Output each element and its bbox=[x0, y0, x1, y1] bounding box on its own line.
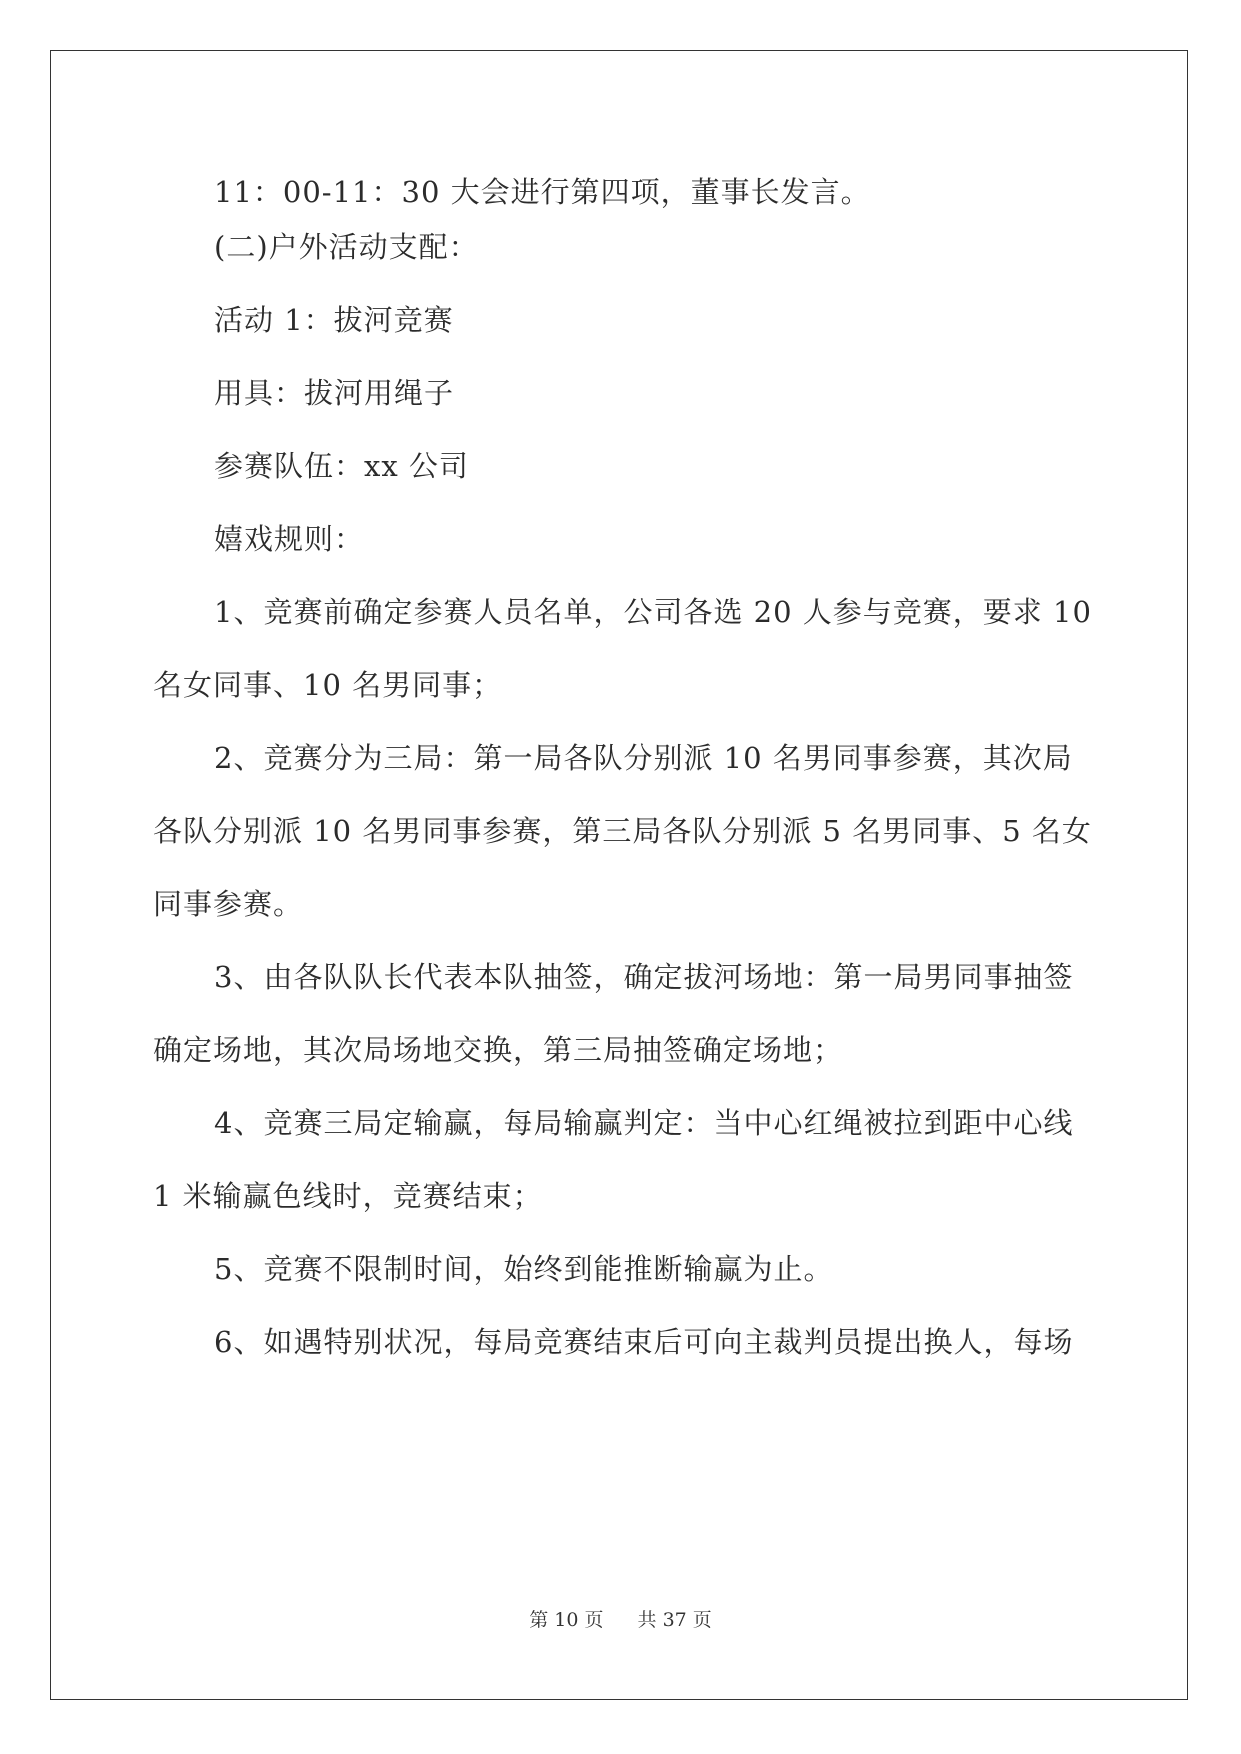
line-rule-2a: 2、竞赛分为三局：第一局各队分别派 10 名男同事参赛，其次局 bbox=[214, 741, 1073, 775]
line-rule-4b: 1 米输赢色线时，竞赛结束； bbox=[153, 1179, 543, 1213]
page-footer bbox=[0, 1608, 1241, 1632]
page-number: 第 10 页 bbox=[529, 1609, 604, 1631]
line-activity-1: 活动 1：拔河竞赛 bbox=[214, 303, 454, 337]
line-equipment: 用具：拔河用绳子 bbox=[214, 376, 455, 410]
page-border bbox=[50, 50, 1188, 1700]
line-rule-4a: 4、竞赛三局定输赢，每局输赢判定：当中心红绳被拉到距中心线 bbox=[214, 1106, 1074, 1140]
line-rule-1b: 名女同事、10 名男同事； bbox=[153, 668, 503, 702]
line-rule-6: 6、如遇特别状况，每局竞赛结束后可向主裁判员提出换人，每场 bbox=[214, 1325, 1074, 1359]
line-teams: 参赛队伍：xx 公司 bbox=[214, 449, 469, 483]
line-rule-1a: 1、竞赛前确定参赛人员名单，公司各选 20 人参与竞赛，要求 10 bbox=[214, 595, 1092, 629]
line-rule-2c: 同事参赛。 bbox=[153, 887, 304, 921]
page-total: 共 37 页 bbox=[637, 1609, 712, 1631]
line-section-outdoor: (二)户外活动支配： bbox=[214, 230, 479, 264]
line-agenda-item-4: 11：00-11：30 大会进行第四项，董事长发言。 bbox=[214, 175, 871, 209]
line-rule-3b: 确定场地，其次局场地交换，第三局抽签确定场地； bbox=[153, 1033, 844, 1067]
line-rule-5: 5、竞赛不限制时间，始终到能推断输赢为止。 bbox=[214, 1252, 834, 1286]
line-rule-2b: 各队分别派 10 名男同事参赛，第三局各队分别派 5 名男同事、5 名女 bbox=[153, 814, 1092, 848]
line-rule-3a: 3、由各队队长代表本队抽签，确定拔河场地：第一局男同事抽签 bbox=[214, 960, 1074, 994]
line-rules-heading: 嬉戏规则： bbox=[214, 522, 365, 556]
